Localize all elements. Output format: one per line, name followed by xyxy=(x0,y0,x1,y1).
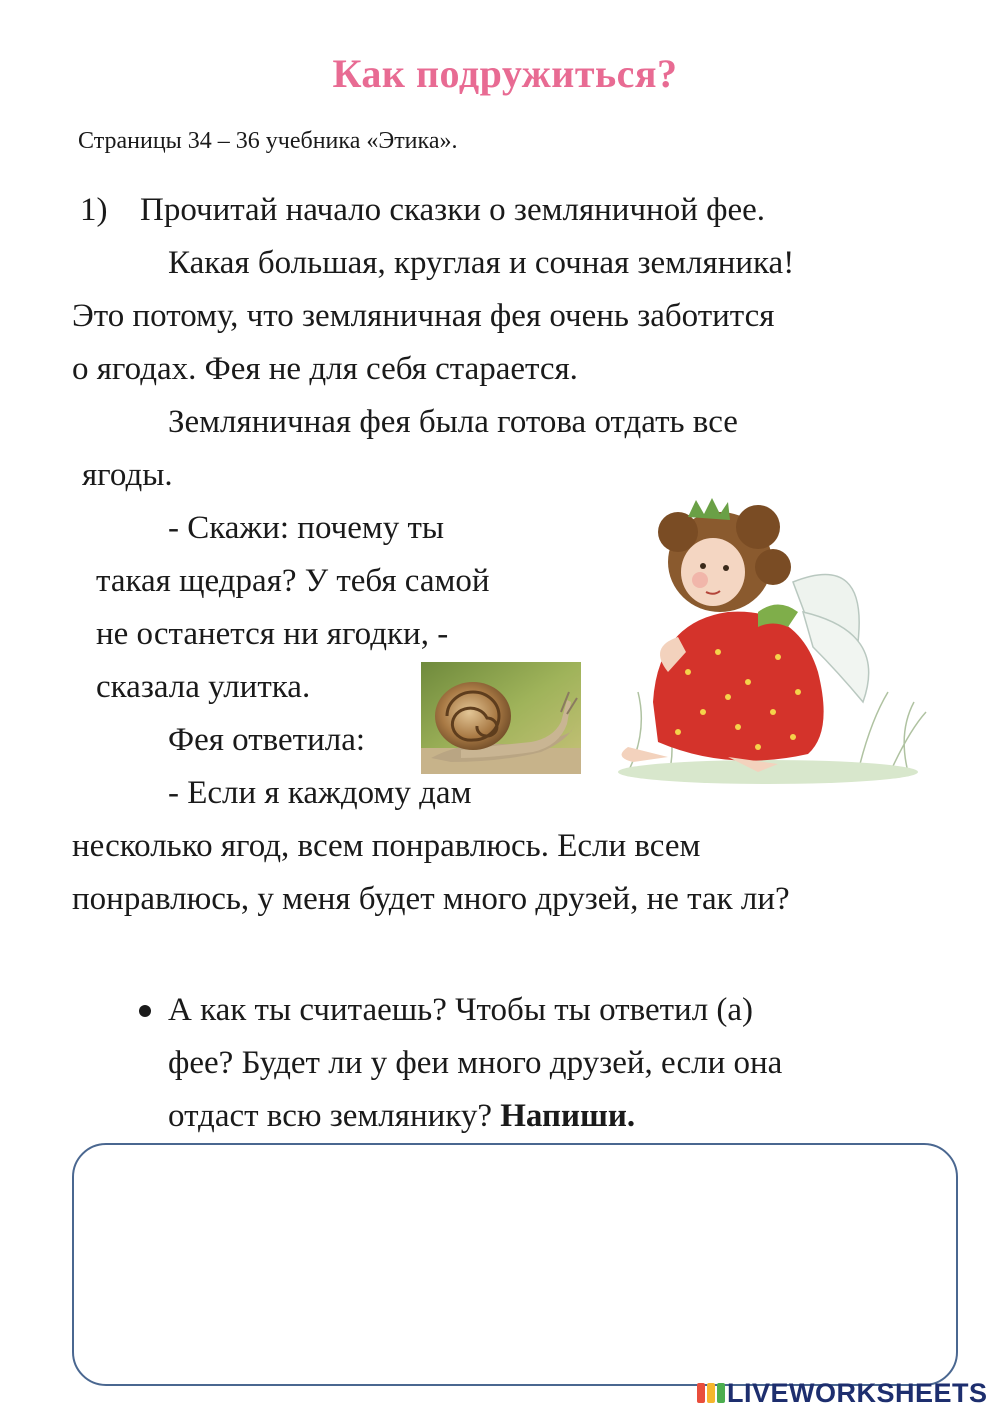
story-line: Это потому, что земляничная фея очень заботится xyxy=(72,298,775,334)
liveworksheets-logo-icon xyxy=(697,1381,725,1405)
question-line-last xyxy=(168,1096,635,1136)
story-line: ягоды. xyxy=(82,457,173,493)
story-line: Фея ответила: xyxy=(168,722,366,758)
task-instruction: Прочитай начало сказки о земляничной фее. xyxy=(140,192,766,228)
story-line: Земляничная фея была готова отдать все xyxy=(168,404,738,440)
story-line: - Скажи: почему ты xyxy=(168,510,445,546)
question-line: А как ты считаешь? Чтобы ты ответил (а) xyxy=(168,992,754,1028)
write-instruction: Напиши. xyxy=(500,1098,636,1134)
story-line: сказала улитка. xyxy=(96,669,311,705)
bullet-icon xyxy=(139,1005,151,1017)
story-line: такая щедрая? У тебя самой xyxy=(96,563,490,599)
question-line: фее? Будет ли у феи много друзей, если она xyxy=(168,1045,783,1081)
story-line: - Если я каждому дам xyxy=(168,775,472,811)
question-line-text: отдаст всю землянику? xyxy=(168,1098,501,1134)
story-line: Какая большая, круглая и сочная земляника! xyxy=(168,245,795,281)
task-number: 1) xyxy=(80,192,108,228)
strawberry-fairy-image xyxy=(608,472,930,790)
story-line: несколько ягод, всем понравлюсь. Если всем xyxy=(72,828,701,864)
snail-image xyxy=(421,662,581,774)
answer-field[interactable] xyxy=(72,1143,958,1386)
story-line: понравлюсь, у меня будет много друзей, не так ли? xyxy=(72,881,790,917)
story-line: о ягодах. Фея не для себя старается. xyxy=(72,351,578,387)
liveworksheets-brand[interactable] xyxy=(697,1378,988,1408)
story-line: не останется ни ягодки, - xyxy=(96,616,449,652)
textbook-reference: Страницы 34 – 36 учебника «Этика». xyxy=(78,128,458,154)
brand-text: LIVEWORKSHEETS xyxy=(727,1377,988,1408)
page-title: Как подружиться? xyxy=(332,51,678,96)
